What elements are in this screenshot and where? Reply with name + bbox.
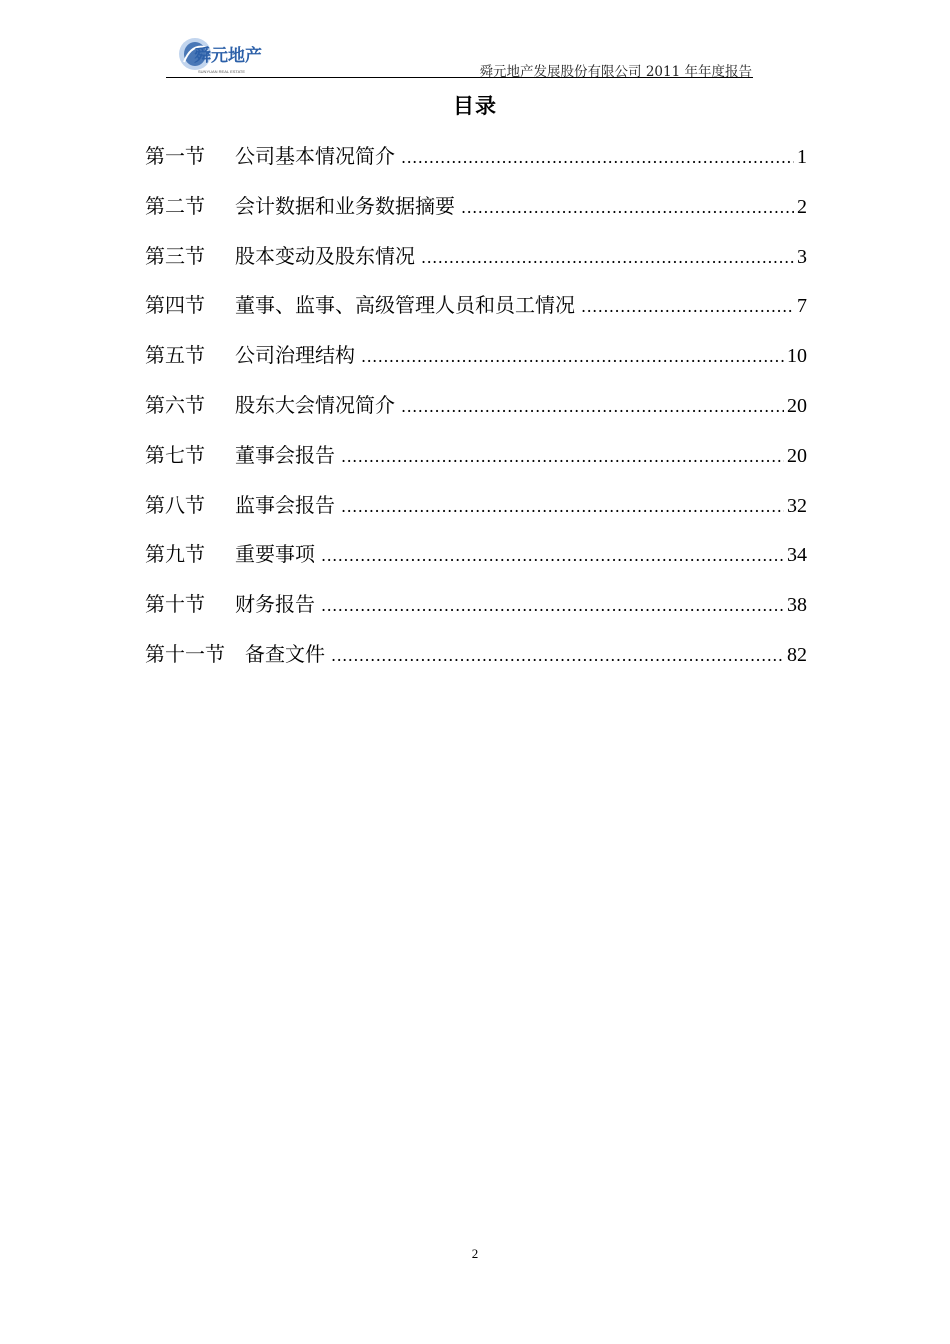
- toc-entry[interactable]: [145, 136, 807, 186]
- toc-leader-dots: [401, 138, 794, 178]
- logo-subtext: SUNYUAN REAL ESTATE: [198, 69, 246, 74]
- toc-leader-dots: [361, 337, 784, 377]
- toc-entry[interactable]: [145, 485, 807, 535]
- toc-section-number: 第五节: [145, 343, 205, 368]
- toc-section-title: 会计数据和业务数据摘要: [235, 193, 455, 218]
- toc-section-number: 第八节: [145, 492, 205, 517]
- toc-leader-dots: [331, 636, 784, 676]
- toc-leader-dots: [421, 238, 794, 278]
- toc-page-number: 7: [797, 295, 807, 318]
- toc-section-number: 第七节: [145, 442, 205, 467]
- toc-leader-dots: [321, 536, 784, 576]
- toc-leader-dots: [341, 437, 784, 477]
- toc-leader-dots: [341, 487, 784, 527]
- toc-entry[interactable]: [145, 385, 807, 435]
- toc-section-title: 重要事项: [235, 542, 315, 567]
- toc-leader-dots: [461, 188, 794, 228]
- toc-page-number: 32: [787, 494, 807, 517]
- toc-section-title: 公司治理结构: [235, 343, 355, 368]
- toc-page-number: 20: [787, 444, 807, 467]
- toc-page-number: 82: [787, 643, 807, 666]
- toc-page-number: 38: [787, 594, 807, 617]
- toc-page-number: 20: [787, 394, 807, 417]
- toc-section-title: 董事、监事、高级管理人员和员工情况: [235, 293, 575, 318]
- toc-section-number: 第十一节: [145, 641, 225, 666]
- toc-section-title: 董事会报告: [235, 442, 335, 467]
- toc-section-title: 公司基本情况简介: [235, 144, 395, 168]
- toc-leader-dots: [401, 387, 784, 427]
- toc-page-number: 3: [797, 245, 807, 268]
- toc-page-number: 1: [797, 146, 807, 168]
- toc-section-number: 第六节: [145, 392, 205, 417]
- toc-page-number: 10: [787, 345, 807, 368]
- toc-section-number: 第二节: [145, 193, 205, 218]
- toc-entry[interactable]: [145, 435, 807, 485]
- toc-entry[interactable]: [145, 186, 807, 236]
- toc-section-number: 第十节: [145, 592, 205, 617]
- table-of-contents: [145, 136, 807, 684]
- toc-section-number: 第四节: [145, 293, 205, 318]
- toc-section-number: 第九节: [145, 542, 205, 567]
- toc-page-number: 34: [787, 544, 807, 567]
- toc-section-title: 监事会报告: [235, 492, 335, 517]
- company-logo: [174, 34, 266, 76]
- toc-section-title: 财务报告: [235, 592, 315, 617]
- toc-entry[interactable]: [145, 634, 807, 684]
- toc-page-number: 2: [797, 195, 807, 218]
- toc-section-number: 第三节: [145, 243, 205, 268]
- header-divider: [166, 77, 753, 78]
- toc-leader-dots: [321, 586, 784, 626]
- toc-entry[interactable]: [145, 335, 807, 385]
- toc-title: 目录: [453, 93, 497, 118]
- toc-section-title: 股东大会情况简介: [235, 392, 395, 417]
- toc-entry[interactable]: [145, 584, 807, 634]
- toc-section-number: 第一节: [145, 144, 205, 168]
- logo-text: 舜元地产: [194, 46, 262, 65]
- toc-section-title: 股本变动及股东情况: [235, 243, 415, 268]
- page-number: 2: [471, 1246, 479, 1261]
- toc-section-title: 备查文件: [245, 641, 325, 666]
- toc-leader-dots: [581, 287, 794, 327]
- toc-entry[interactable]: [145, 285, 807, 335]
- toc-entry[interactable]: [145, 236, 807, 286]
- report-header-title: 舜元地产发展股份有限公司 2011 年年度报告: [479, 64, 752, 80]
- toc-entry[interactable]: [145, 534, 807, 584]
